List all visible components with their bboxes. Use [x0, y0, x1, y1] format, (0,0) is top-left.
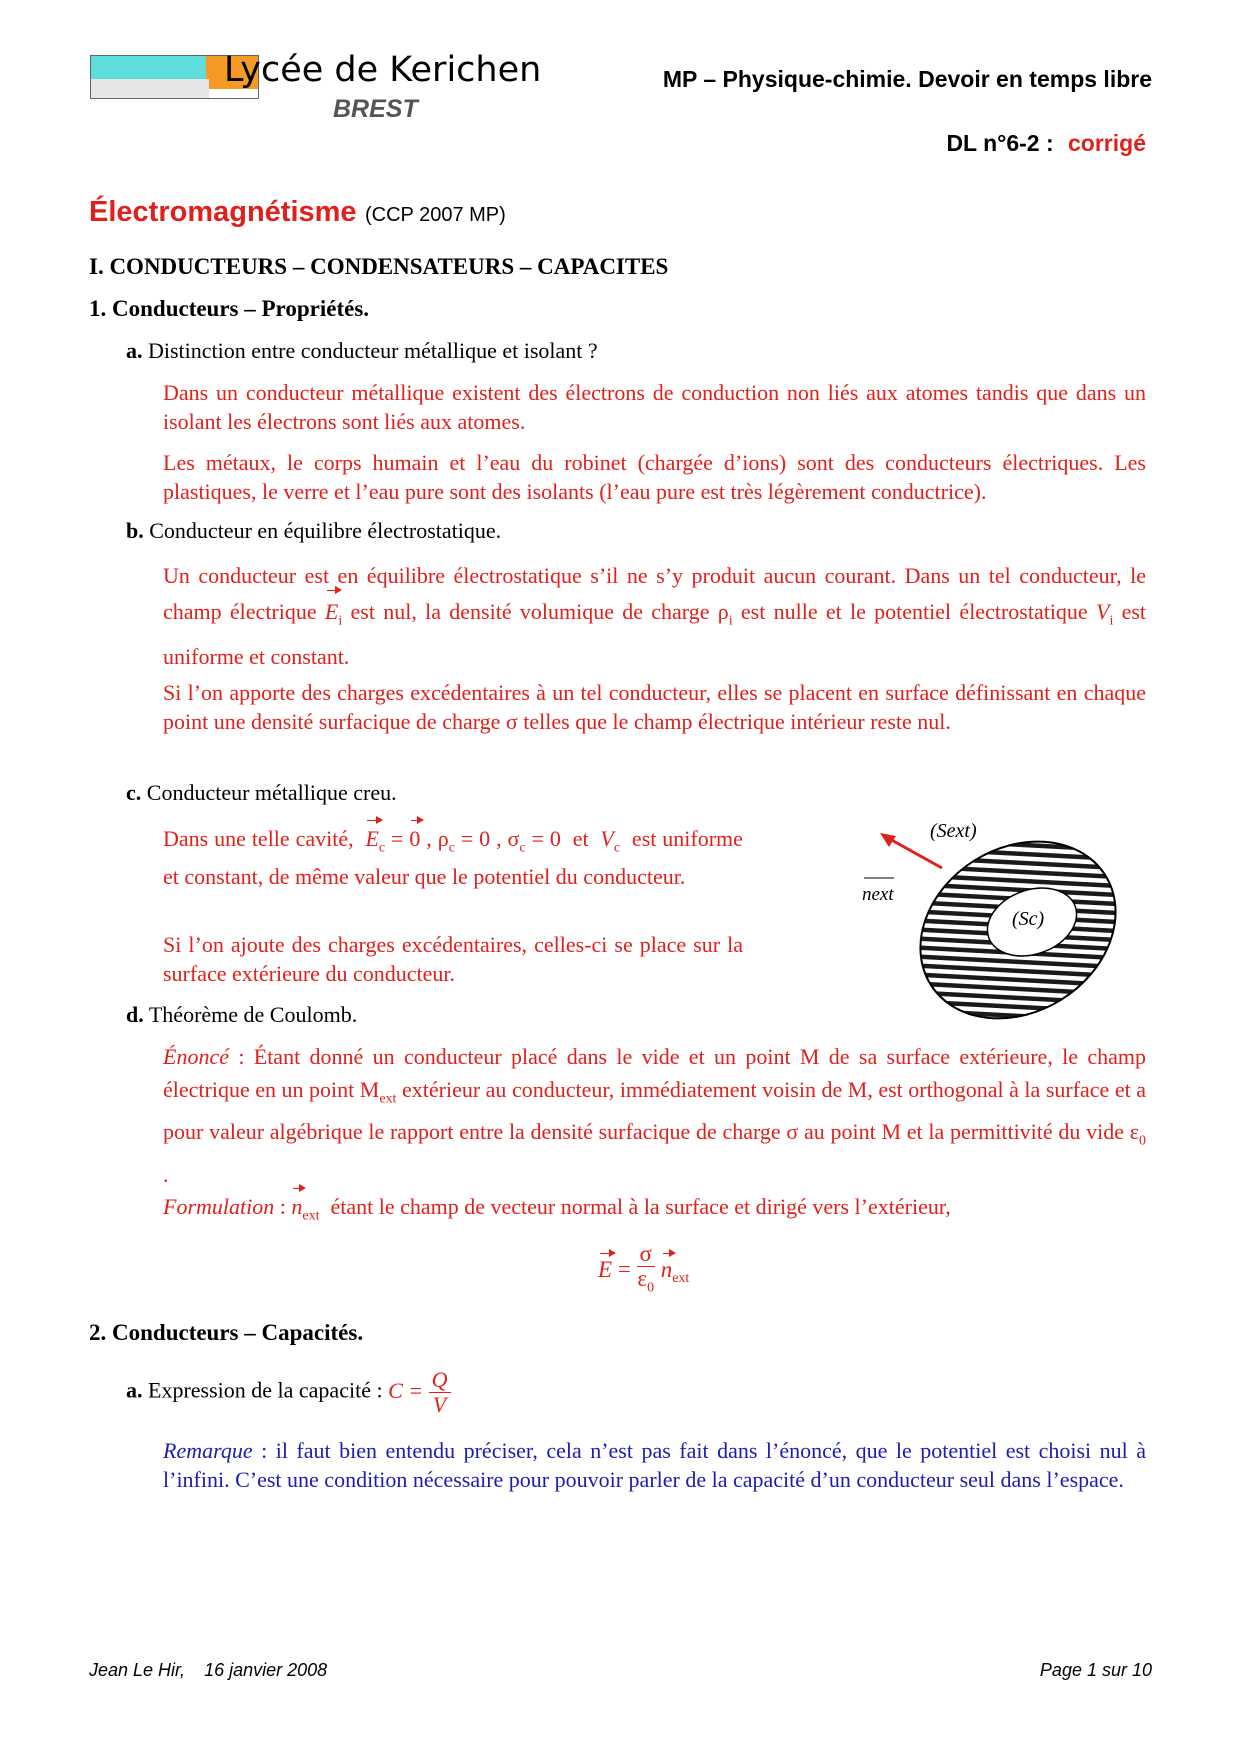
answer-b-1c: est nulle et le potentiel électrostatique [740, 599, 1088, 624]
answer-b-1a: Un conducteur est en équilibre électrostatique s’il ne s’y produit aucun courant. Dans un tel conducteur, le champ électrique [163, 563, 1146, 624]
logo-title: Lycée de Kerichen [224, 50, 542, 90]
question-d-label: d. [126, 1002, 144, 1027]
cavity-figure [850, 810, 1150, 1020]
next-vector: $n_{ext}$ [291, 1194, 320, 1224]
question-c-label: c. [126, 780, 142, 805]
dl-status: corrigé [1068, 130, 1146, 156]
question-c-text: Conducteur métallique creu. [146, 780, 397, 805]
dl-line [946, 130, 1146, 157]
normal-arrow [888, 838, 942, 868]
cavity-formula: $E_c = 0$ , $\rho_c = 0$ , $\sigma_c = 0$ et $V_c$ est [365, 826, 657, 856]
section2-a-label: a. [126, 1377, 143, 1403]
question-d [126, 1002, 357, 1028]
enonce-label: Énoncé [163, 1044, 229, 1069]
potential-Vi: $V_i$ [1095, 599, 1114, 629]
title-main: Électromagnétisme [89, 196, 357, 228]
question-a-text: Distinction entre conducteur métallique et isolant ? [148, 338, 598, 363]
capacity-formula: C = $\frac{Q}{V}$ [388, 1378, 450, 1403]
section1-heading: 1. Conducteurs – Propriétés. [89, 296, 370, 321]
question-a [126, 338, 598, 364]
answer-b-1b: est nul, la densité volumique de charge ρ [350, 599, 729, 624]
answer-b-1d: est uniforme et constant. [163, 599, 1147, 670]
answer-b-1: Un conducteur est en équilibre électrostatique s’il ne s’y produit aucun courant. Dans un tel conducteur, le champ électrique $E_i$ est nul, la densité volumique de charge $\rho_i$ est nulle et le potentiel électrostatique $V_i$ est uniforme et constant. [163, 563, 1147, 670]
section2-heading: 2. Conducteurs – Capacités. [89, 1320, 364, 1345]
question-b [126, 518, 501, 544]
course-title: MP – Physique-chimie. Devoir en temps libre [662, 66, 1152, 92]
question-a-label: a. [126, 338, 143, 363]
capacity-line [126, 1368, 451, 1417]
field-Ei: $E_i$ [325, 599, 342, 624]
answer-a-2: Les métaux, le corps humain et l’eau du robinet (chargée d’ions) sont des conducteurs électriques. Les plastiques, le verre et l’eau pure sont des isolants (l’eau pure est très légèrement conductrice). [163, 450, 1146, 504]
part-heading: I. CONDUCTEURS – CONDENSATEURS – CAPACITES [89, 254, 669, 279]
outer-label: (Sext) [930, 820, 977, 842]
remarque-paragraph: Remarque : il faut bien entendu préciser, cela n’est pas fait dans l’énoncé, que le potentiel est choisi nul à l’infini. C’est une condition nécessaire pour pouvoir parler de la capacité d’un conducteur seul dans l’espace. [163, 1438, 1147, 1492]
question-d-text: Théorème de Coulomb. [148, 1002, 358, 1027]
doc-title [89, 196, 506, 229]
inner-label: (Sc) [1012, 908, 1045, 930]
question-b-text: Conducteur en équilibre électrostatique. [149, 518, 502, 543]
footer-author: Jean Le Hir, 16 janvier 2008 [89, 1660, 328, 1680]
question-b-label: b. [126, 518, 144, 543]
enonce-paragraph: Énoncé : Étant donné un conducteur placé dans le vide et un point M de sa surface extérieure, le champ électrique en un point $M_{ext}$ extérieur au conducteur, immédiatement voisin de M, est orthogonal à la surface et a pour valeur algébrique le rapport entre la densité surfacique de charge σ au point M et la permittivité du vide $\varepsilon_0$ . [163, 1044, 1147, 1187]
formulation-label: Formulation [163, 1194, 275, 1219]
dl-label: DL n°6-2 : [946, 130, 1054, 156]
footer-page: Page 1 sur 10 [1039, 1660, 1152, 1680]
question-c [126, 780, 397, 806]
answer-c-1: Dans une telle cavité, $E_c = 0$ , $\rho_c = 0$ , $\sigma_c = 0$ et $V_c$ est uniforme et constant, de même valeur que le potentiel du conducteur. [163, 826, 743, 890]
answer-a-1: Dans un conducteur métallique existent des électrons de conduction non liés aux atomes tandis que dans un isolant les électrons sont liés aux atomes. [163, 380, 1146, 434]
remarque-label: Remarque [163, 1438, 253, 1463]
title-source: (CCP 2007 MP) [365, 204, 506, 226]
answer-c-2: Si l’on ajoute des charges excédentaires, celles-ci se place sur la surface extérieure du conducteur. [163, 932, 743, 986]
formulation-line: Formulation : $n_{ext}$ étant le champ de vecteur normal à la surface et dirigé vers l’extérieur, [163, 1194, 951, 1224]
logo-city: BREST [333, 95, 418, 123]
answer-b-2: Si l’on apporte des charges excédentaires à un tel conducteur, elles se placent en surface définissant en chaque point une densité surfacique de charge σ telles que le champ électrique intérieur reste nul. [163, 680, 1146, 734]
coulomb-formula: E = $\frac{\sigma}{\varepsilon_0}$ $n_{ext}$ [598, 1241, 690, 1296]
section2-a-text: Expression de la capacité : [148, 1377, 383, 1403]
normal-label: next [862, 884, 894, 905]
